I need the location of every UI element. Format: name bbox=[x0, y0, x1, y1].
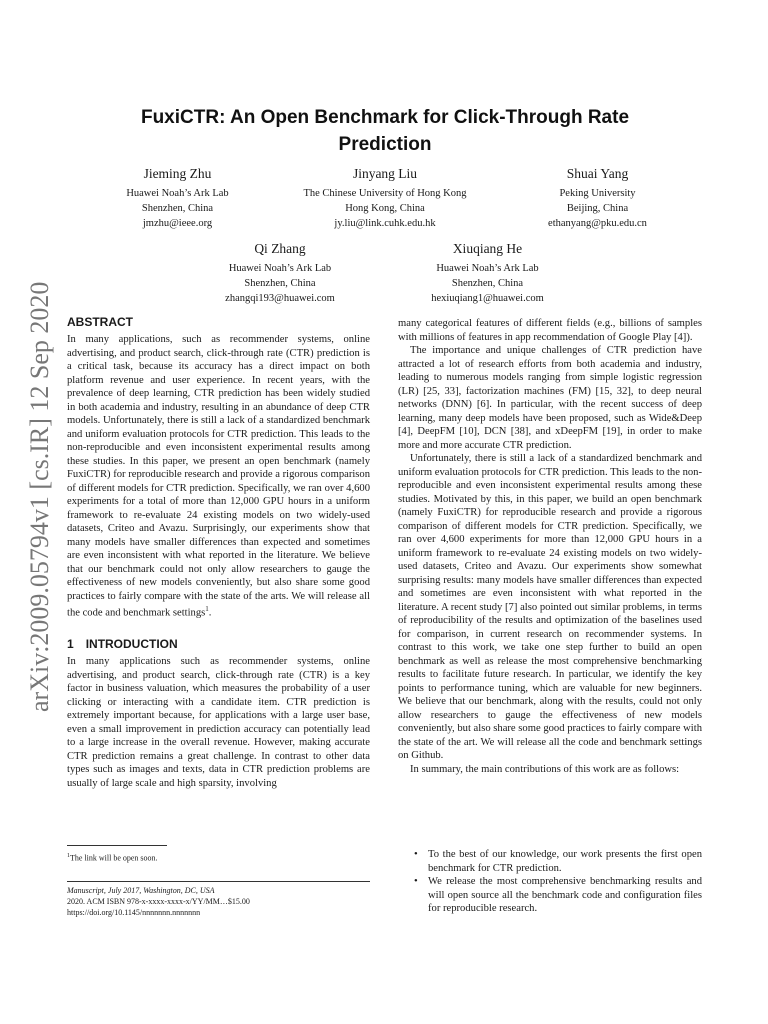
manuscript-line: Manuscript, July 2017, Washington, DC, USA bbox=[67, 886, 215, 895]
author-location: Shenzhen, China bbox=[141, 203, 214, 214]
abstract-end: . bbox=[208, 607, 212, 619]
author-name: Shuai Yang bbox=[566, 166, 629, 181]
section-title: INTRODUCTION bbox=[85, 637, 178, 652]
paragraph: The importance and unique challenges of CTR prediction have attracted a lot of research efforts from both academia and industry, leading to numerous models ranging from simple logistic regression (LR) [25, 33], factorization machines (FM) [15, 32], to deep neural networks (DNN) [6]. In particular, with the recent success of deep learning, many deep models have been proposed, such as Wide&Deep [4], DeepFM [10], DCN [38], and xDeepFM [19], in order to make more and more accurate CTR prediction. bbox=[398, 345, 702, 451]
title-line-1: FuxiCTR: An Open Benchmark for Click-Through Rate bbox=[140, 107, 630, 128]
author-block bbox=[400, 239, 575, 306]
section-number: 1 bbox=[67, 637, 74, 652]
author-location: Shenzhen, China bbox=[244, 278, 316, 289]
arxiv-stamp: arXiv:2009.05794v1 [cs.IR] 12 Sep 2020 bbox=[25, 281, 54, 712]
intro-paragraph: In many applications such as recommender systems, online advertising, and product search, click-through rate (CTR) is a key factor in business valuation, which measures the probability of a user clicking or interacting with a candidate item. CTR prediction is extremely important because, for applications with a large user base, even a small improvement in prediction accuracy can potentially lead to a large increase in the overall revenue. However, making accurate CTR prediction remains a great challenge. In contrast to other data types such as images and texts, data in CTR prediction problems are usually of large scale and high sparsity, involving bbox=[67, 656, 370, 789]
footnote-rule bbox=[67, 845, 167, 846]
paragraph: Unfortunately, there is still a lack of a standardized benchmark and uniform evaluation protocols for CTR prediction. This leads to the non-reproducible and even inconsistent experimental results among these studies. Motivated by this, in this paper, we build an open benchmark (namely FuxiCTR) for reproducible research and provide a rigorous comparison of different models for CTR prediction. Specifically, we ran over 4,600 experiments for more than 12,000 GPU hours in a uniform framework to re-evaluate 24 existing models on two widely-used datasets, Criteo and Avazu. Our experiments show somewhat surprising results: many models have smaller differences than expected and sometimes are even inconsistent with what reported in the literature. A recent study [7] also pointed out similar problems, in terms of reproducibility of the results and optimization of the baselines used for comparison, in current research on recommender systems. In contrast to this work, we take one step further to build an open benchmark as well as release the most comprehensive benchmarking results to facilitate future research. In particular, we identify the key points to performance tuning, which are valuable for new beginners. We believe that our benchmark, along with the results, could not only allow researchers to gauge the effectiveness of new models conveniently, but also share some good practices to fairly compare with the state of the art. We will release all the code and benchmark settings on Github. bbox=[398, 453, 702, 761]
author-affiliation: Huawei Noah’s Ark Lab bbox=[228, 263, 332, 274]
list-item bbox=[398, 848, 702, 875]
author-name: Jinyang Liu bbox=[352, 166, 418, 181]
doi-line: https://doi.org/10.1145/nnnnnnn.nnnnnnn bbox=[67, 908, 201, 917]
footnote-text: The link will be open soon. bbox=[70, 853, 158, 863]
author-email: hexiuqiang1@huawei.com bbox=[431, 293, 544, 304]
author-location: Shenzhen, China bbox=[451, 278, 524, 289]
right-column bbox=[398, 317, 702, 776]
author-affiliation: Huawei Noah’s Ark Lab bbox=[436, 263, 539, 274]
author-email: jmzhu@ieee.org bbox=[142, 218, 213, 229]
author-name: Jieming Zhu bbox=[143, 166, 212, 181]
author-affiliation: The Chinese University of Hong Kong bbox=[303, 188, 467, 199]
publication-metadata bbox=[67, 885, 370, 918]
author-email: ethanyang@pku.edu.cn bbox=[548, 218, 647, 229]
author-block bbox=[90, 164, 265, 231]
meta-rule bbox=[67, 881, 370, 882]
introduction-heading bbox=[67, 636, 370, 652]
abstract-text bbox=[67, 333, 370, 620]
footnote-mark: 1 bbox=[67, 853, 70, 859]
footnote bbox=[67, 851, 367, 864]
paper-title bbox=[60, 104, 710, 158]
footnote-ref: 1 bbox=[205, 605, 209, 613]
author-email: jy.liu@link.cuhk.edu.hk bbox=[334, 218, 436, 229]
author-block bbox=[275, 164, 495, 231]
left-column bbox=[67, 314, 370, 790]
paragraph: many categorical features of different fields (e.g., billions of samples with millions of features in app recommendation of Google Play [4]). bbox=[398, 318, 702, 343]
author-affiliation: Peking University bbox=[559, 188, 636, 199]
author-block bbox=[195, 239, 365, 306]
author-affiliation: Huawei Noah’s Ark Lab bbox=[126, 188, 229, 199]
isbn-line: 2020. ACM ISBN 978-x-xxxx-xxxx-x/YY/MM…$15.00 bbox=[67, 897, 250, 906]
list-item-text: We release the most comprehensive benchmarking results and will open source all the benchmark code and configuration files for reproducible research. bbox=[428, 876, 702, 914]
list-item bbox=[398, 875, 702, 916]
list-item-text: To the best of our knowledge, our work presents the first open benchmark for CTR prediction. bbox=[428, 849, 702, 874]
contributions-list bbox=[398, 848, 702, 916]
bullet-icon: • bbox=[414, 876, 418, 887]
author-email: zhangqi193@huawei.com bbox=[225, 293, 335, 304]
author-location: Hong Kong, China bbox=[345, 203, 425, 214]
abstract-heading: ABSTRACT bbox=[67, 315, 133, 329]
abstract-body: In many applications, such as recommender systems, online advertising, and product search, click-through rate (CTR) prediction is a critical task, because its accuracy has a direct impact on both platform revenue and user experience. In recent years, with the prevalence of deep learning, CTR prediction has been widely studied in both academia and industry, resulting in an abundance of deep CTR models. Unfortunately, there is still a lack of a standardized benchmark and uniform evaluation protocols for CTR prediction. This leads to the non-reproducible and even inconsistent experimental results among these studies. In this paper, we present an open benchmark (namely FuxiCTR) for reproducible research and provide a rigorous comparison of different models for CTR prediction. Specifically, we ran over 4,600 experiments for a total of more than 12,000 GPU hours in a uniform framework to re-evaluate 24 existing models on two widely-used datasets, Criteo and Avazu. Surprisingly, our experiments show that many models have smaller differences than expected and sometimes are even inconsistent with what reported in the literature. We believe that our benchmark could not only allow researchers to gauge the effectiveness of new models conveniently, but also share some good practices to fairly compare with the state of the arts. We will release all the code and benchmark settings bbox=[67, 334, 371, 619]
author-location: Beijing, China bbox=[566, 203, 629, 214]
author-block bbox=[505, 164, 690, 231]
bullet-icon: • bbox=[414, 849, 418, 860]
author-name: Xiuqiang He bbox=[452, 241, 523, 256]
author-name: Qi Zhang bbox=[254, 241, 306, 256]
paragraph: In summary, the main contributions of this work are as follows: bbox=[410, 763, 680, 775]
title-line-2: Prediction bbox=[338, 134, 432, 155]
